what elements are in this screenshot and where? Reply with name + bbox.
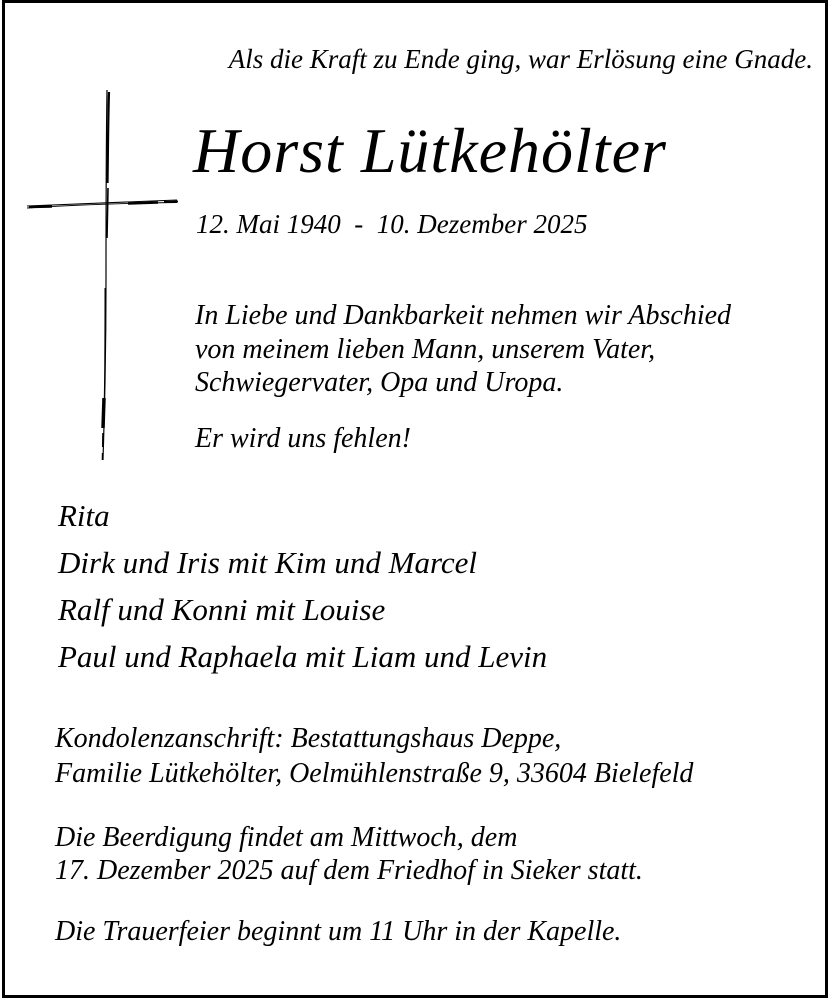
farewell-text: Er wird uns fehlen! (195, 423, 411, 454)
mourner-name: Rita (58, 498, 110, 533)
tribute-line: In Liebe und Dankbarkeit nehmen wir Abschied (195, 300, 732, 331)
deceased-name: Horst Lütkehölter (193, 115, 667, 186)
burial-line: 17. Dezember 2025 auf dem Friedhof in Sieker statt. (55, 855, 643, 886)
burial-info (55, 821, 643, 887)
service-info: Die Trauerfeier beginnt um 11 Uhr in der Kapelle. (55, 916, 622, 947)
epigraph: Als die Kraft zu Ende ging, war Erlösung eine Gnade. (228, 44, 813, 74)
burial-line: Die Beerdigung findet am Mittwoch, dem (55, 822, 518, 853)
mourner-name: Ralf und Konni mit Louise (58, 592, 386, 627)
mourner-name: Paul und Raphaela mit Liam und Levin (58, 639, 548, 674)
tribute-line: von meinem lieben Mann, unserem Vater, (195, 333, 656, 365)
life-dates: 12. Mai 1940 - 10. Dezember 2025 (196, 209, 588, 239)
mourners-list (58, 492, 547, 680)
condolence-line: Familie Lütkehölter, Oelmühlenstraße 9, 33604 Bielefeld (55, 758, 694, 789)
mourner-name: Dirk und Iris mit Kim und Marcel (58, 545, 478, 580)
tribute-line: Schwiegervater, Opa und Uropa. (195, 367, 564, 398)
cross-icon (18, 78, 188, 473)
tribute-text (195, 299, 731, 400)
condolence-line: Kondolenzanschrift: Bestattungshaus Deppe, (55, 723, 562, 754)
condolence-address (55, 721, 693, 791)
